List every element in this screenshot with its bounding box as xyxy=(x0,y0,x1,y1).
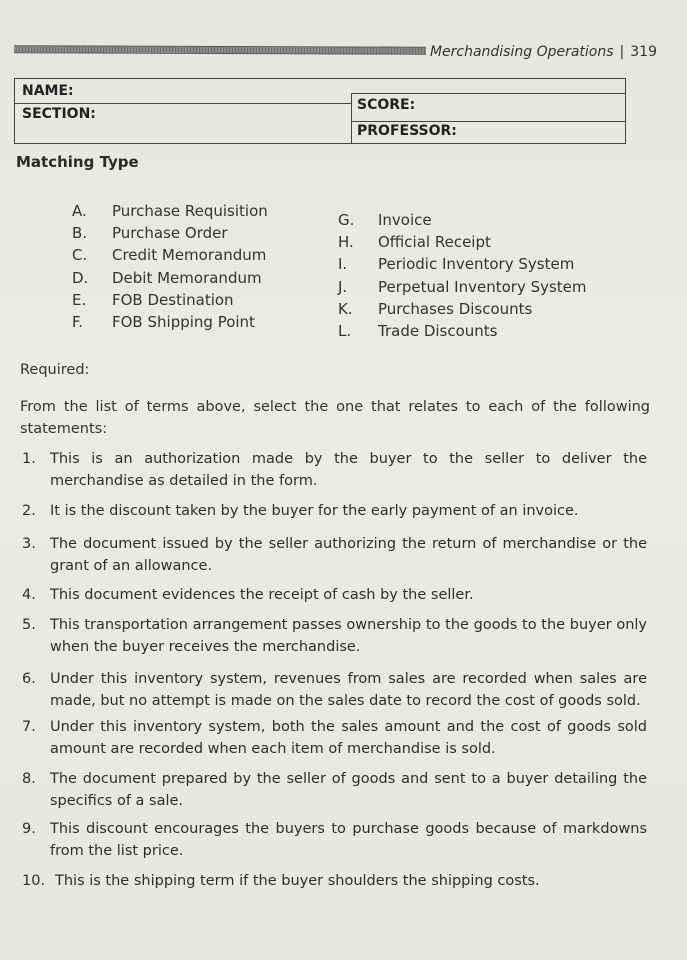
left-term-row xyxy=(72,246,266,264)
professor-label: PROFESSOR: xyxy=(357,123,457,139)
left-term-row xyxy=(72,291,234,309)
term-letter: F. xyxy=(72,313,83,331)
term-letter: I. xyxy=(338,255,348,274)
term-letter: K. xyxy=(338,299,353,318)
statement-number: 10. xyxy=(22,873,46,889)
statement-text: Under this inventory system, revenues from sales are recorded when sales are made, but no attempt is made on the sales date to record the cost of goods sold. xyxy=(50,671,647,709)
statement-number: 4. xyxy=(22,587,36,603)
statement-number: 2. xyxy=(22,503,36,519)
score-label: SCORE: xyxy=(357,97,416,113)
statement-text: It is the discount taken by the buyer for the early payment of an invoice. xyxy=(50,503,579,519)
term-letter: B. xyxy=(72,224,88,243)
term-letter: H. xyxy=(338,233,354,252)
right-term-row xyxy=(338,300,532,318)
right-term-row xyxy=(338,255,574,273)
term-text: Credit Memorandum xyxy=(112,246,267,265)
term-text: Purchase Requisition xyxy=(112,202,268,220)
statement-number: 3. xyxy=(22,536,36,552)
student-info-box xyxy=(14,78,626,144)
term-text: FOB Shipping Point xyxy=(112,313,255,331)
term-text: Perpetual Inventory System xyxy=(378,277,587,296)
left-term-row xyxy=(72,313,255,331)
statement-text: The document issued by the seller authorizing the return of merchandise or the grant of an allowance. xyxy=(50,536,647,574)
statement-number: 1. xyxy=(22,451,36,467)
right-term-row xyxy=(338,322,498,340)
required-label: Required: xyxy=(20,362,90,378)
running-header xyxy=(430,44,657,60)
name-label: NAME: xyxy=(22,83,74,99)
term-letter: J. xyxy=(338,277,348,296)
term-text: Purchases Discounts xyxy=(378,299,533,318)
header-separator: | xyxy=(619,44,625,60)
section-title: Matching Type xyxy=(16,153,139,171)
term-letter: A. xyxy=(72,202,87,220)
term-text: Purchase Order xyxy=(112,224,228,243)
statement-number: 8. xyxy=(22,771,36,787)
term-letter: L. xyxy=(338,322,352,340)
page-number: 319 xyxy=(630,44,657,60)
statement-text: This transportation arrangement passes ownership to the goods to the buyer only when the buyer receives the merchandise. xyxy=(50,617,647,655)
term-letter: C. xyxy=(72,246,88,265)
header-rule xyxy=(14,45,426,54)
right-term-row xyxy=(338,211,432,229)
statement-number: 5. xyxy=(22,617,36,633)
statement-text: This discount encourages the buyers to purchase goods because of markdowns from the list price. xyxy=(50,821,647,859)
term-text: FOB Destination xyxy=(112,290,234,309)
right-term-row xyxy=(338,278,587,296)
term-text: Invoice xyxy=(378,211,432,229)
left-term-row xyxy=(72,202,268,220)
term-text: Official Receipt xyxy=(378,233,491,252)
statement-text: This is an authorization made by the buyer to the seller to deliver the merchandise as detailed in the form. xyxy=(50,451,647,489)
statement-text: The document prepared by the seller of goods and sent to a buyer detailing the specifics of a sale. xyxy=(50,771,647,809)
term-letter: G. xyxy=(338,211,355,229)
statement-text: This is the shipping term if the buyer shoulders the shipping costs. xyxy=(55,873,540,889)
term-text: Trade Discounts xyxy=(378,322,498,340)
instructions: From the list of terms above, select the one that relates to each of the following statements: xyxy=(20,399,650,437)
right-term-row xyxy=(338,233,491,251)
term-letter: E. xyxy=(72,290,87,309)
chapter-title: Merchandising Operations xyxy=(429,44,614,60)
statement-number: 6. xyxy=(22,671,36,687)
term-letter: D. xyxy=(72,268,89,287)
statement-number: 7. xyxy=(22,719,36,735)
left-term-row xyxy=(72,224,228,242)
section-label: SECTION: xyxy=(22,106,96,122)
term-text: Debit Memorandum xyxy=(112,268,262,287)
statement-text: This document evidences the receipt of cash by the seller. xyxy=(50,587,474,603)
statement-text: Under this inventory system, both the sales amount and the cost of goods sold amount are recorded when each item of merchandise is sold. xyxy=(50,719,647,757)
left-term-row xyxy=(72,269,262,287)
statement-number: 9. xyxy=(22,821,36,837)
term-text: Periodic Inventory System xyxy=(378,255,575,274)
